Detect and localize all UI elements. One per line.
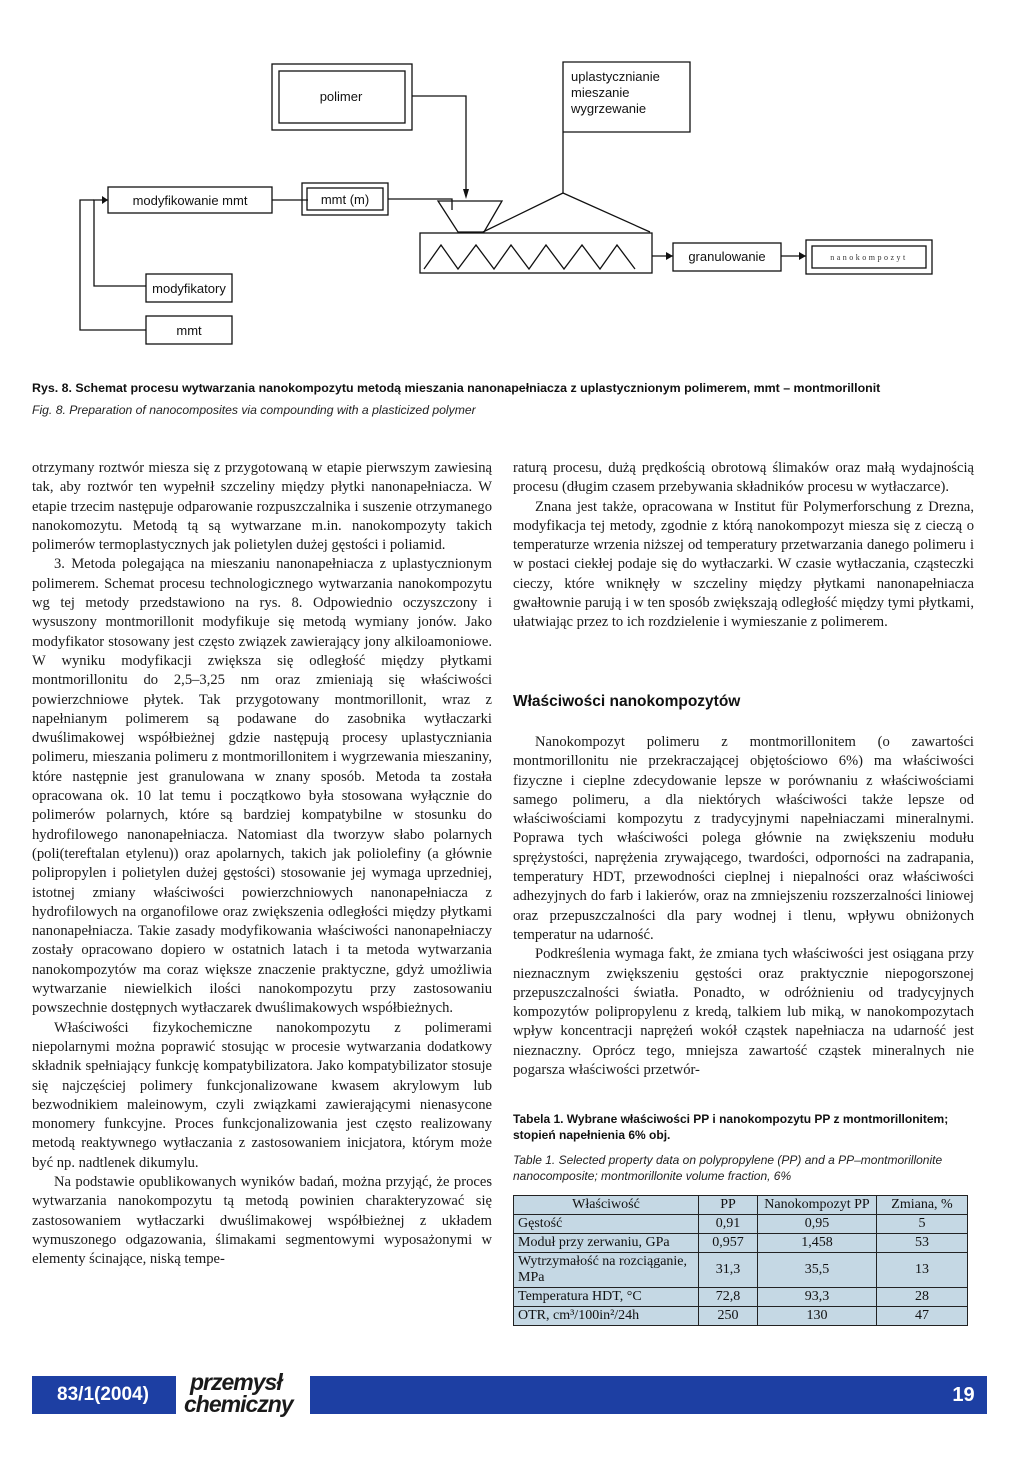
paragraph: Na podstawie opublikowanych wyników badań, można przyjąć, że proces wytwarzania nanokompozytu tą metodą powinien charakteryzować się zastosowaniem wytłaczarki dwuślimakowej współbieżnej z układem wymuszonego odgazowania, ślimakami segmentowymi wyposażonymi w elementy ścinające, niską tempe- (32, 1173, 492, 1268)
table-cell: 47 (877, 1307, 968, 1326)
polimer-label: polimer (319, 89, 363, 104)
table-row (514, 1288, 968, 1307)
polimer-connector (412, 96, 466, 195)
table-cell: 13 (877, 1253, 968, 1288)
table-cell: Temperatura HDT, °C (514, 1288, 699, 1307)
process-label-3: wygrzewanie (571, 101, 647, 116)
nanokompozyt-label: nanokompozyt (830, 253, 908, 262)
modyfikatory-label: modyfikatory (152, 281, 226, 296)
section-heading: Właściwości nanokompozytów (513, 693, 741, 710)
process-label-2: mieszanie (571, 85, 630, 100)
granulowanie-label: granulowanie (688, 249, 766, 264)
table-cell: OTR, cm³/100in²/24h (514, 1307, 699, 1326)
table-row (514, 1253, 968, 1288)
table-title-pl: Tabela 1. Wybrane właściwości PP i nanokompozytu PP z montmorillonitem; stopień napełnienia 6% obj. (513, 1112, 949, 1142)
table-cell: 5 (877, 1215, 968, 1234)
modyfikowanie-label: modyfikowanie mmt (132, 193, 248, 208)
column-header: Nanokompozyt PP (758, 1196, 877, 1215)
paragraph: Podkreślenia wymaga fakt, że zmiana tych właściwości jest osiągana przy nieznacznym zwiększeniu gęstości oraz praktycznie niepogorszonej przepuszczalności światła. Ponadto, w odróżnieniu od tradycyjnych kompozytów polipropylenu z kredą, talkiem lub miką, w nanokompozytach wpływ koncentracji naprężeń wokół cząstek napełniacza na udarność jest nieznaczny. Oprócz tego, mniejsza zawartość cząstek mineralnych nie pogarsza właściwości przetwór- (513, 946, 974, 1079)
logo-line-1: przemysł (190, 1369, 282, 1395)
issue-number: 83/1(2004) (32, 1376, 174, 1414)
table-cell: 93,3 (758, 1288, 877, 1307)
table-cell: Moduł przy zerwaniu, GPa (514, 1234, 699, 1253)
right-column-top (513, 459, 974, 633)
paragraph: 3. Metoda polegająca na mieszaniu nanonapełniacza z uplastycznionym polimerem. Schemat procesu technologicznego wytwarzania nanokompozytu wg tej metody przedstawiono na rys. 8. Odpowiednio oczyszczony i wysuszony montmorillonit modyfikuje się metodą wymiany jonów. Jako modyfikator stosowany jest często związek zawierający jony alkiloamoniowe. W wyniku modyfikacji zwiększa się odległość między płytkami montmorillonitu do 2,5–3,25 nm oraz zmieniają się właściwości powierzchniowe płytek. Tak przygotowany montmorillonit, wraz z napełnianym polimerem są podawane do zasobnika wytłaczarki dwuślimakowej współbieżnej gdzie następują procesy uplastyczniania polimeru, mieszania polimeru z montmorillonitem i wygrzewania mieszaniny, które następnie jest granulowana w znany sposób. Metoda ta została opracowana ok. 10 lat temu i początkowo była stosowana wyłącznie do polimerów polarnych, które są bardziej kompatybilne w stosunku do hydrofilowego nanonapełniacza. Natomiast dla tworzyw słabo polarnych (poli(tereftalan etylenu)) oraz apolarnych, takich jak poliolefiny (a głównie polipropylen i polietylen dużej gęstości) stosowanie jej wymaga uprzedniej, istotnej zmiany właściwości powierzchniowych nanonapełniacza z hydrofilowych na organofilowe oraz zwiększenia odległości między płytkami nanonapełniacza. Takie zasady modyfikowania właściwości nanonapełniaczy zostały opracowano dopiero w ostatnich latach i ta metoda wytwarzania nanokompozytów ma coraz większe znaczenie praktyczne, gdyż umożliwia wytwarzanie niewielkich ilości nanokompozytu przy zastosowaniu powszechnie dostępnych wytłaczarek dwuślimakowych współbieżnych. (32, 556, 492, 1017)
properties-table (513, 1195, 968, 1326)
table-cell: 1,458 (758, 1234, 877, 1253)
logo-line-2: chemiczny (184, 1391, 293, 1417)
arrowhead (666, 252, 673, 260)
table-title-en: Table 1. Selected property data on polypropylene (PP) and a PP–montmorillonite nanocomposite; montmorillonite volume fraction, 6% (513, 1153, 943, 1183)
table-cell: 0,957 (699, 1234, 758, 1253)
column-header: PP (699, 1196, 758, 1215)
paragraph: Znana jest także, opracowana w Institut für Polymerforschung z Drezna, modyfikacja tej metody, zgodnie z którą nanokompozyt miesza się z cieczą o temperaturze wrzenia niższej od temperatury przetwarzania danego polimeru i w postaci ciekłej podaje się do wytłaczarki. W czasie wytłaczania, cząsteczki cieczy, które wniknęły w szczeliny między płytkami nanonapełniacza gwałtownie parują i w ten sposób zwiększają odległość między tymi płytkami, ułatwiając przez to ich rozdzielenie i wymieszanie z polimerem. (513, 498, 974, 631)
process-diagram (0, 0, 1024, 370)
table-cell: 31,3 (699, 1253, 758, 1288)
paragraph: otrzymany roztwór miesza się z przygotowaną w etapie pierwszym zawiesiną tak, aby roztwór ten wypełnił szczeliny między płytki nanonapełniacza. W etapie trzecim następuje odparowanie rozpuszczalnika i suszenie otrzymanego nanokomozytu. Metodą tą są wytwarzane m.in. nanokompozyty takich polimerów termoplastycznych jak polietylen dużej gęstości i poliamid. (32, 460, 492, 554)
right-column-bottom (513, 733, 974, 1080)
table-cell: 72,8 (699, 1288, 758, 1307)
table-row (514, 1307, 968, 1326)
table-row (514, 1215, 968, 1234)
feed-roof (483, 193, 650, 232)
table-cell: 28 (877, 1288, 968, 1307)
table-cell: 250 (699, 1307, 758, 1326)
column-header: Zmiana, % (877, 1196, 968, 1215)
journal-logo (176, 1368, 310, 1420)
table-cell: 130 (758, 1307, 877, 1326)
paragraph: raturą procesu, dużą prędkością obrotową ślimaków oraz małą wydajnością procesu (długim czasem przebywania składników procesu w wytłaczarce). (513, 460, 974, 496)
mmt-label: mmt (176, 323, 202, 338)
page-number: 19 (952, 1384, 975, 1406)
table-cell: Gęstość (514, 1215, 699, 1234)
mmt-connector (80, 200, 146, 330)
mmt-m-label: mmt (m) (320, 192, 370, 207)
paragraph: Nanokompozyt polimeru z montmorillonitem (o zawartości montmorillonitu nie przekraczającej objętościowo 6%) ma właściwości fizyczne i cieplne zdecydowanie lepsze w porównaniu z właściwościami samego polimeru, a dla niektórych właściwości także lepsze od właściwościami kompozytu z tradycyjnymi napełniaczami mineralnymi. Poprawa tych właściwości polega głównie na zwiększeniu modułu sprężystości, naprężenia zrywającego, twardości, odporności na zadrapania, temperatury HDT, przewodności cieplnej i niepalności oraz właściwości adhezyjnych do farb i lakierów, oraz na zmniejszeniu rozszerzalności liniowej oraz przepuszczalności dla pary wodnej i tlenu, wpływu obniżonych temperatur na udarność. (513, 734, 974, 943)
figure-caption-en: Fig. 8. Preparation of nanocomposites via compounding with a plasticized polymer (32, 403, 476, 417)
figure-caption-pl: Rys. 8. Schemat procesu wytwarzania nanokompozytu metodą mieszania nanonapełniacza z uplastycznionym polimerem, mmt – montmorillonit (32, 381, 881, 395)
paragraph: Właściwości fizykochemiczne nanokompozytu z polimerami niepolarnymi można poprawić stosując w procesie wytwarzania dodatkowy składnik spełniający funkcję kompatybilizatora. Jako kompatybilizator stosuje się najczęściej polimery funkcjonalizowane kwasem akrylowym lub bezwodnikiem maleinowym, czyli związkami zawierającymi nienasycone monomery funkcyjne. Proces funkcjonalizowania jest często realizowany metodą reaktywnego wytłaczania z zastosowaniem inicjatora, którym może być np. nadtlenek dikumylu. (32, 1019, 492, 1171)
table-cell: 0,95 (758, 1215, 877, 1234)
process-label-1: uplastycznianie (571, 69, 660, 84)
table-cell: 0,91 (699, 1215, 758, 1234)
arrowhead (799, 252, 806, 260)
extruder-body (420, 233, 652, 273)
left-column (32, 459, 492, 1269)
table-header-row (514, 1196, 968, 1215)
table-cell: Wytrzymałość na rozciąganie, MPa (514, 1253, 699, 1288)
extruder-screw (424, 245, 635, 269)
column-header: Właściwość (514, 1196, 699, 1215)
arrowhead (102, 196, 108, 204)
table-cell: 53 (877, 1234, 968, 1253)
table-cell: 35,5 (758, 1253, 877, 1288)
table-row (514, 1234, 968, 1253)
